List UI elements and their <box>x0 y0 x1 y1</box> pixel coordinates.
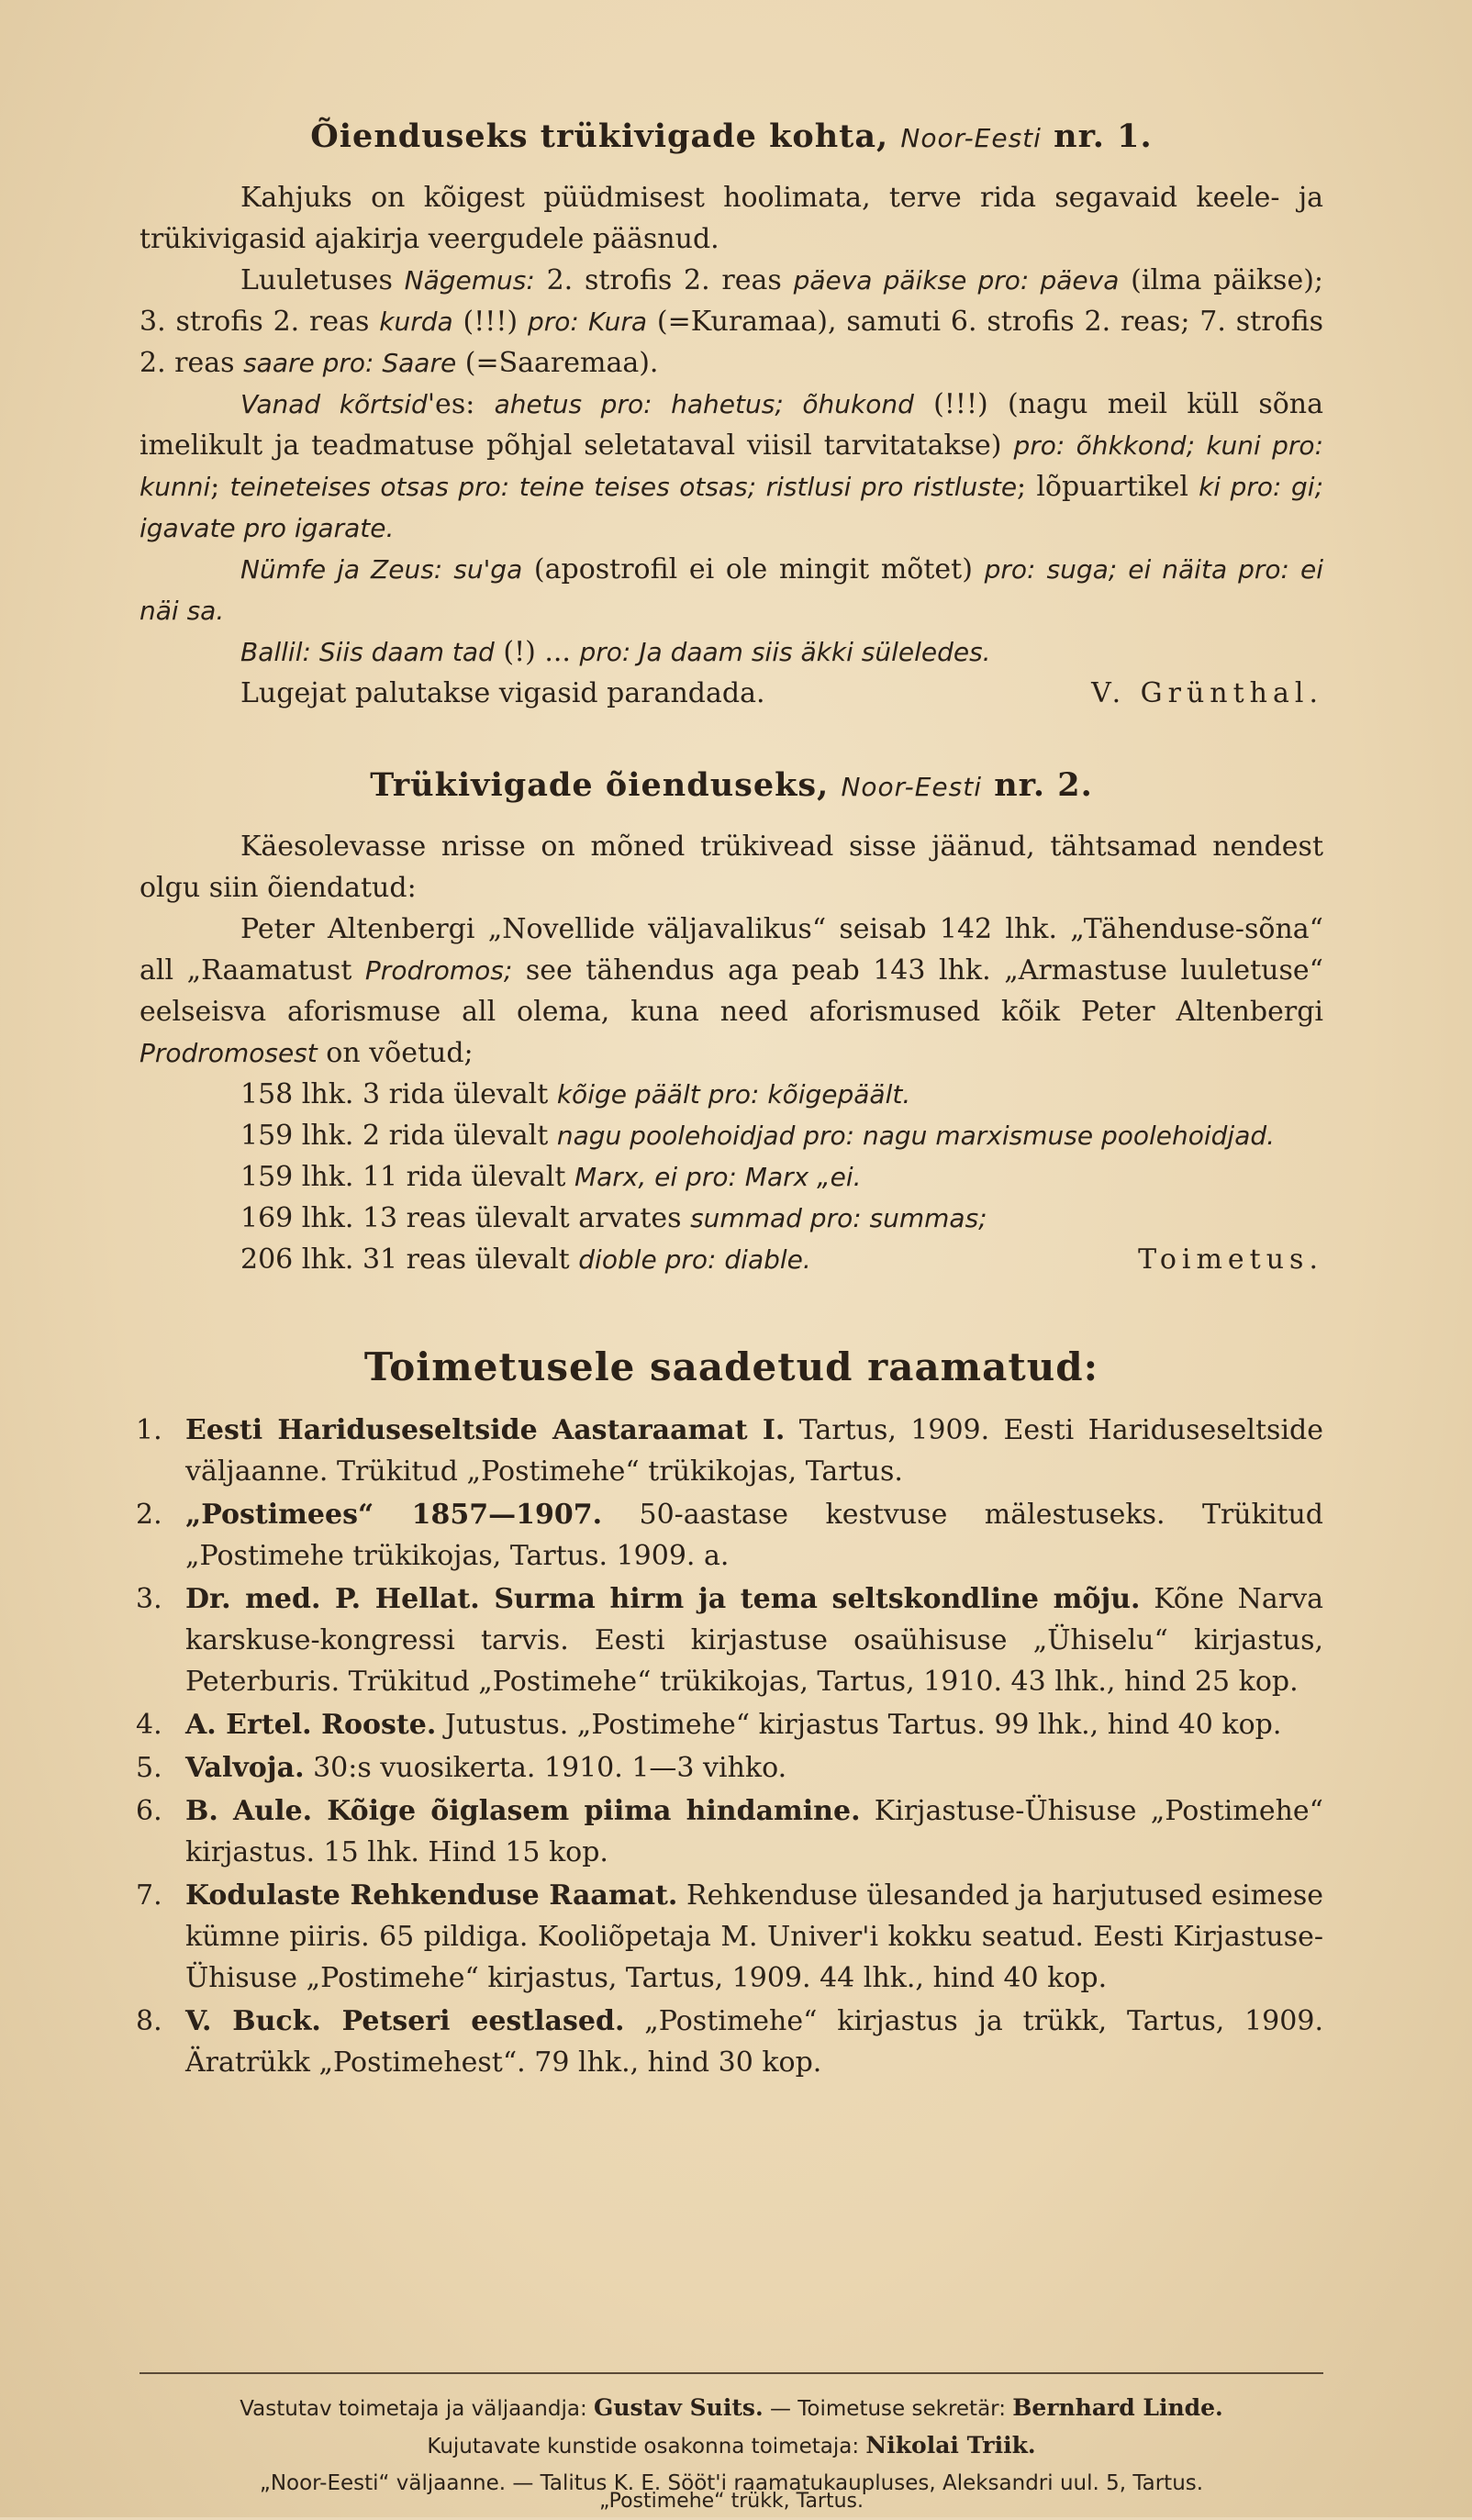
book-title: B. Aule. Kõige õiglasem piima hindamine. <box>185 1795 861 1827</box>
erratum-line: 159 lhk. 2 rida ülevalt nagu poolehoidjad pro: nagu marxismuse poolehoidjad. <box>240 1120 1276 1152</box>
book-details: Jutustus. „Postimehe“ kirjastus Tartus. 99 lhk., hind 40 kop. <box>436 1709 1282 1741</box>
section-received-books <box>136 1344 1324 2085</box>
book-number: 4. <box>136 1709 162 1741</box>
book-entry <box>136 1875 1324 1999</box>
book-entry <box>136 1410 1323 1492</box>
paragraph: Peter Altenbergi „Novellide väljavalikus“ seisab 142 lhk. „Tähenduse-sõna“ all „Raamatust Prodromos; see tähendus aga peab 143 lhk. „Armastuse luuletuse“ eelseisva aforismuse all olema, kuna need aforismused kõik Peter Altenbergi Prodromosest on võetud; <box>139 913 1323 1069</box>
book-details: 50-aastase kestvuse mälestuseks. Trükitud „Postimehe trükikojas, Tartus. 1909. a. <box>185 1499 1323 1572</box>
book-number: 1. <box>136 1414 162 1446</box>
book-entry <box>136 1747 1323 1789</box>
book-details: Kõne Narva karskuse-kongressi tarvis. Eesti kirjastuse osaühisuse „Ühiselu“ kirjastus, Peterburis. Trükitud „Postimehe“ trükikojas, Tartus, 1910. 43 lhk., hind 25 kop. <box>185 1583 1323 1698</box>
book-entry <box>136 1494 1323 1577</box>
title-text: Õienduseks trükivigade kohta, <box>310 117 889 155</box>
title-journal: Noor-Eesti <box>841 772 982 802</box>
book-number: 8. <box>136 2005 162 2037</box>
paragraph: Käesolevasse nrisse on mõned trükivead sisse jäänud, tähtsamad nendest olgu siin õiendatud: <box>139 831 1323 904</box>
footer-divider <box>139 2372 1323 2374</box>
paragraph: Kahjuks on kõigest püüdmisest hoolimata, terve rida segavaid keele- ja trükivigasid ajakirja veergudele pääsnud. <box>139 182 1323 255</box>
book-number: 5. <box>136 1752 162 1784</box>
book-number: 7. <box>136 1879 162 1912</box>
book-title: Eesti Hariduseseltside Aastaraamat I. <box>185 1414 786 1446</box>
signature: V. Grünthal. <box>1091 677 1323 709</box>
section-title-2 <box>139 766 1323 804</box>
footer-line-editors: Vastutav toimetaja ja väljaandja: Gustav Suits. — Toimetuse sekretär: Bernhard Linde. <box>240 2394 1223 2421</box>
erratum-line: 159 lhk. 11 rida ülevalt Marx, ei pro: Marx „ei. <box>240 1161 862 1193</box>
book-title: „Postimees“ 1857—1907. <box>185 1499 603 1531</box>
footer-line-publisher: „Noor-Eesti“ väljaanne. — Talitus K. E. Sööt'i raamatukaupluses, Aleksandri uul. 5, Tartus. <box>259 2471 1204 2495</box>
book-details: „Postimehe“ kirjastus ja trükk, Tartus, 1909. Äratrükk „Postimehest“. 79 lhk., hind 30 kop. <box>185 2005 1323 2079</box>
books-list <box>136 1410 1324 2083</box>
erratum-line: 206 lhk. 31 reas ülevalt dioble pro: diable. Toimetus. <box>139 1239 1323 1280</box>
title-number: nr. 2. <box>994 766 1093 804</box>
title-number: nr. 1. <box>1054 117 1153 155</box>
paragraph: Lugejat palutakse vigasid parandada. V. Grünthal. <box>139 673 1323 714</box>
title-journal: Noor-Eesti <box>900 123 1042 153</box>
book-title: Dr. med. P. Hellat. Surma hirm ja tema seltskondline mõju. <box>185 1583 1141 1615</box>
book-details: Kirjastuse-Ühisuse „Postimehe“ kirjastus. 15 lhk. Hind 15 kop. <box>185 1795 1323 1868</box>
paragraph: Nümfe ja Zeus: su'ga (apostrofil ei ole mingit mõtet) pro: suga; ei näita pro: ei näi sa. <box>139 553 1324 626</box>
book-entry <box>136 1704 1323 1745</box>
section-title-1 <box>139 117 1323 155</box>
book-entry <box>136 1790 1323 1873</box>
book-title: A. Ertel. Rooste. <box>185 1709 437 1741</box>
section-corrections-1 <box>139 117 1323 714</box>
book-title: V. Buck. Petseri eestlased. <box>185 2005 625 2037</box>
books-title: Toimetusele saadetud raamatud: <box>363 1344 1099 1389</box>
footer-line-art-editor: Kujutavate kunstide osakonna toimetaja: Nikolai Triik. <box>427 2432 1036 2459</box>
paragraph: Ballil: Siis daam tad (!) ... pro: Ja daam siis äkki süleledes. <box>240 636 991 668</box>
book-number: 2. <box>136 1499 162 1531</box>
signature: Toimetus. <box>1138 1243 1323 1276</box>
book-title: Kodulaste Rehkenduse Raamat. <box>185 1879 678 1912</box>
section-corrections-2 <box>139 766 1323 1280</box>
paragraph: Vanad kõrtsid'es: ahetus pro: hahetus; õhukond (!!!) (nagu meil küll sõna imelikult ja teadmatuse põhjal seletataval viisil tarvitatakse) pro: õhkkond; kuni pro: kunni; teineteises otsas pro: teine teises otsas; ristlusi pro ristluste; lõpuartikel ki pro: gi; igavate pro igarate. <box>139 388 1324 543</box>
erratum-line: 169 lhk. 13 reas ülevalt arvates summad pro: summas; <box>240 1202 987 1234</box>
book-title: Valvoja. <box>185 1752 305 1784</box>
book-number: 6. <box>136 1795 162 1827</box>
book-number: 3. <box>136 1583 162 1615</box>
book-details: Rehkenduse ülesanded ja harjutused esimese kümne piiris. 65 pildiga. Kooliõpetaja M. Univer'i kokku seatud. Eesti Kirjastuse-Ühisuse „Postimehe“ kirjastus, Tartus, 1909. 44 lhk., hind 40 kop. <box>185 1879 1324 1994</box>
paragraph: Luuletuses Nägemus: 2. strofis 2. reas päeva päikse pro: päeva (ilma päikse); 3. strofis 2. reas kurda (!!!) pro: Kura (=Kuramaa), samuti 6. strofis 2. reas; 7. strofis 2. reas saare pro: Saare (=Saaremaa). <box>139 264 1324 379</box>
book-entry <box>136 2001 1323 2083</box>
book-entry <box>136 1578 1323 1702</box>
book-details: 30:s vuosikerta. 1910. 1—3 vihko. <box>304 1752 787 1784</box>
title-text: Trükivigade õienduseks, <box>370 766 830 804</box>
footer-line-printer: „Postimehe“ trükk, Tartus. <box>598 2490 864 2513</box>
book-details: Tartus, 1909. Eesti Hariduseseltside väljaanne. Trükitud „Postimehe“ trükikojas, Tartus. <box>185 1414 1323 1488</box>
erratum-line: 158 lhk. 3 rida ülevalt kõige päält pro: kõigepäält. <box>240 1078 911 1110</box>
